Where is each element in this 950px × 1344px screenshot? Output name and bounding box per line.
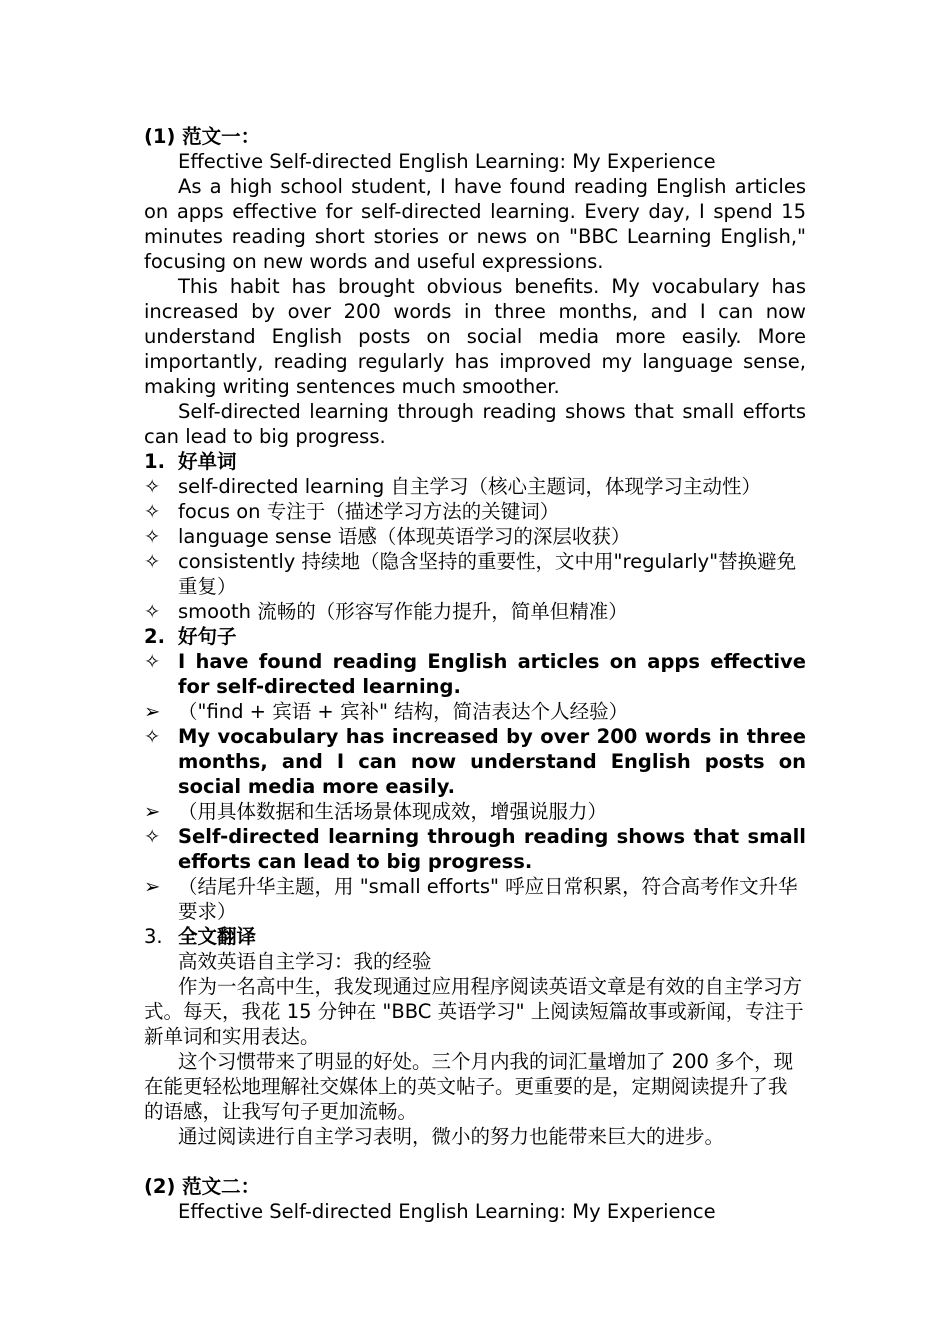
diamond-star-icon: ✧ (144, 525, 161, 548)
translation-paragraph-1: 作为一名高中生，我发现通过应用程序阅读英语文章是有效的自主学习方式。每天，我花 15 分钟在 "BBC 英语学习" 上阅读短篇故事或新闻，专注于新单词和实用表达。 (144, 975, 804, 1048)
diamond-star-icon: ✧ (144, 475, 161, 498)
sentence-note (144, 699, 806, 724)
word-item-text: language sense 语感（体现英语学习的深层收获） (178, 525, 631, 548)
sentence-text: I have found reading English articles on apps effective for self-directed learning. (178, 650, 806, 698)
diamond-star-icon: ✧ (144, 650, 161, 673)
essay1-paragraph-1: As a high school student, I have found reading English articles on apps effective for self-directed learning. Every day, I spend 15 minutes reading short stories or news on "BBC Learning English," focusing on new words and useful expressions. (144, 175, 806, 273)
translation-paragraph-3: 通过阅读进行自主学习表明，微小的努力也能带来巨大的进步。 (178, 1125, 725, 1148)
arrow-bullet-icon: ➢ (144, 800, 161, 823)
arrow-bullet-icon: ➢ (144, 700, 161, 723)
diamond-star-icon: ✧ (144, 550, 161, 573)
word-item-text: consistently 持续地（隐含坚持的重要性，文中用"regularly"替换避免重复） (178, 550, 797, 598)
sentence-note-text: （"find + 宾语 + 宾补" 结构，简洁表达个人经验） (178, 700, 629, 723)
essay1-title: Effective Self-directed English Learning: My Experience (178, 150, 716, 173)
word-item-text: smooth 流畅的（形容写作能力提升，简单但精准） (178, 600, 628, 623)
sentence-note (144, 874, 806, 924)
diamond-star-icon: ✧ (144, 725, 161, 748)
sentence-note-text: （用具体数据和生活场景体现成效，增强说服力） (178, 800, 608, 823)
essay1-paragraph-2: This habit has brought obvious benefits. My vocabulary has increased by over 200 words in three months, and I can now understand English posts on social media more easily. More importantly, reading regularly has improved my language sense, making writing sentences much smoother. (144, 275, 806, 398)
translation-paragraph-2: 这个习惯带来了明显的好处。三个月内我的词汇量增加了 200 多个，现在能更轻松地理解社交媒体上的英文帖子。更重要的是，定期阅读提升了我的语感，让我写句子更加流畅。 (144, 1050, 794, 1123)
word-item-text: self-directed learning 自主学习（核心主题词，体现学习主动性） (178, 475, 761, 498)
word-item (144, 599, 806, 624)
translation-section-heading (144, 924, 806, 949)
sentence-text: Self-directed learning through reading shows that small efforts can lead to big progress. (178, 825, 806, 873)
diamond-star-icon: ✧ (144, 500, 161, 523)
sentence-item (144, 649, 806, 699)
essay1-paragraph-3: Self-directed learning through reading shows that small efforts can lead to big progress. (144, 400, 806, 448)
diamond-star-icon: ✧ (144, 825, 161, 848)
word-item-text: focus on 专注于（描述学习方法的关键词） (178, 500, 560, 523)
translation-section-title: 全文翻译 (178, 925, 257, 948)
word-item (144, 549, 806, 599)
essay2-title: Effective Self-directed English Learning: My Experience (178, 1200, 716, 1223)
section-spacer (144, 1149, 806, 1174)
sentences-section-title: 好句子 (178, 625, 237, 648)
document-page (144, 124, 806, 1224)
word-item (144, 474, 806, 499)
words-section-heading (144, 449, 806, 474)
sentences-section-heading (144, 624, 806, 649)
essay2-heading: (2) 范文二： (144, 1175, 261, 1198)
words-section-title: 好单词 (178, 450, 237, 473)
sentence-item (144, 724, 806, 799)
sentence-note (144, 799, 806, 824)
word-item (144, 524, 806, 549)
diamond-star-icon: ✧ (144, 600, 161, 623)
words-section-number: 1. (144, 450, 165, 473)
sentence-note-text: （结尾升华主题，用 "small efforts" 呼应日常积累，符合高考作文升华要求） (178, 875, 798, 923)
translation-title: 高效英语自主学习：我的经验 (178, 950, 432, 973)
arrow-bullet-icon: ➢ (144, 875, 161, 898)
sentence-text: My vocabulary has increased by over 200 words in three months, and I can now understand English posts on social media more easily. (178, 725, 806, 798)
translation-section-number: 3. (144, 925, 163, 948)
sentences-section-number: 2. (144, 625, 165, 648)
word-item (144, 499, 806, 524)
essay1-heading: (1) 范文一： (144, 125, 261, 148)
sentence-item (144, 824, 806, 874)
